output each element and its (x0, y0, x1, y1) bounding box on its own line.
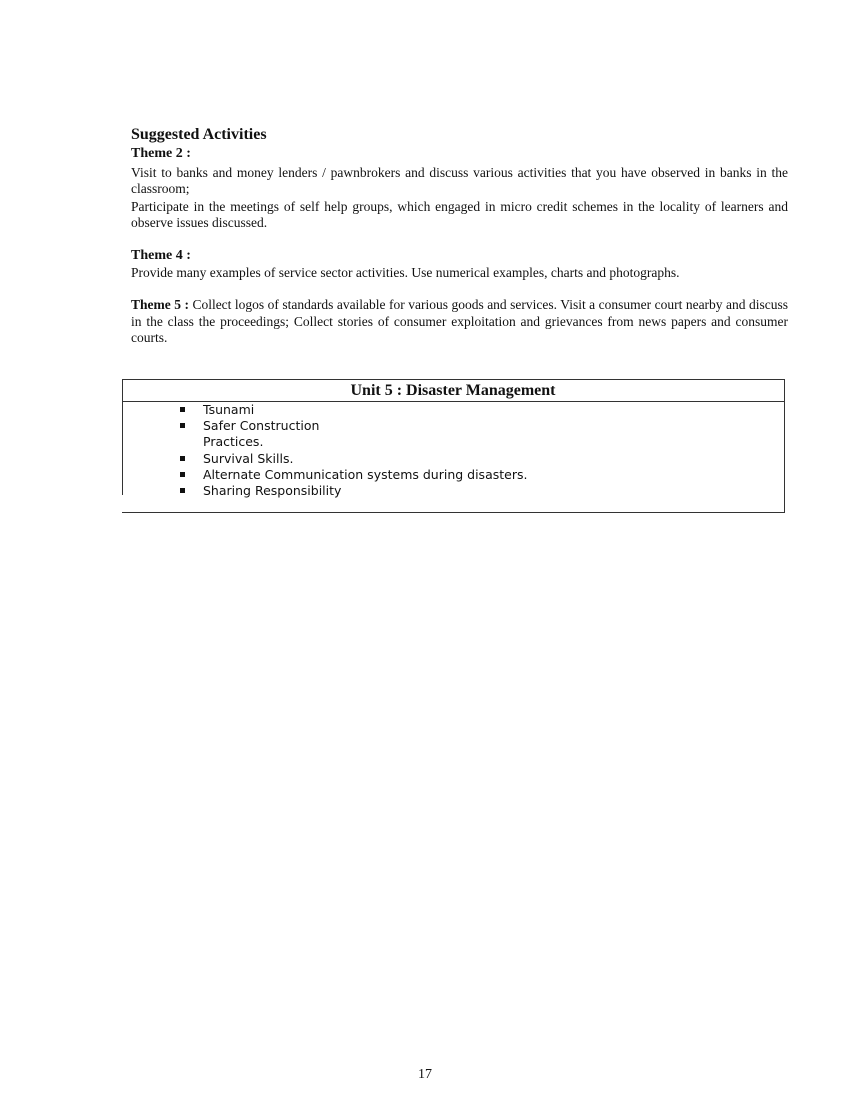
theme-4-label: Theme 4 : (131, 248, 191, 263)
square-bullet-icon (180, 488, 185, 493)
page-number: 17 (418, 1067, 432, 1082)
suggested-activities-section (131, 125, 788, 347)
list-item (180, 418, 527, 450)
square-bullet-icon (180, 423, 185, 428)
list-item (180, 451, 527, 467)
theme-5-label: Theme 5 : (131, 297, 189, 312)
theme-2-label: Theme 2 : (131, 146, 191, 161)
unit-5-topic-list (180, 402, 527, 499)
list-item (180, 483, 527, 499)
square-bullet-icon (180, 472, 185, 477)
theme-2-paragraph-1: Visit to banks and money lenders / pawnbrokers and discuss various activities that you have observed in banks in the classroom; (131, 165, 788, 196)
theme-5-block (131, 297, 788, 347)
list-item (180, 402, 527, 418)
table-left-border (122, 380, 123, 495)
list-item-text: Alternate Communication systems during disasters. (203, 466, 528, 482)
list-item (180, 467, 527, 483)
theme-2-paragraph-2: Participate in the meetings of self help groups, which engaged in micro credit schemes in the locality of learners and observe issues discussed. (131, 199, 788, 230)
theme-5-paragraph: Collect logos of standards available for various goods and services. Visit a consumer court nearby and discuss in the class the proceedings; Collect stories of consumer exploitation and grievances from news papers and consumer courts. (131, 297, 789, 345)
unit-5-table (122, 379, 785, 513)
square-bullet-icon (180, 456, 185, 461)
list-item-text: Tsunami (203, 402, 255, 417)
list-item-text: Safer Construction Practices. (203, 418, 320, 450)
square-bullet-icon (180, 407, 185, 412)
list-item-text: Survival Skills. (203, 450, 294, 466)
section-heading: Suggested Activities (131, 126, 267, 143)
theme-4-paragraph: Provide many examples of service sector activities. Use numerical examples, charts and photographs. (131, 265, 680, 280)
unit-5-title: Unit 5 : Disaster Management (122, 380, 784, 402)
list-item-text: Sharing Responsibility (203, 483, 342, 499)
